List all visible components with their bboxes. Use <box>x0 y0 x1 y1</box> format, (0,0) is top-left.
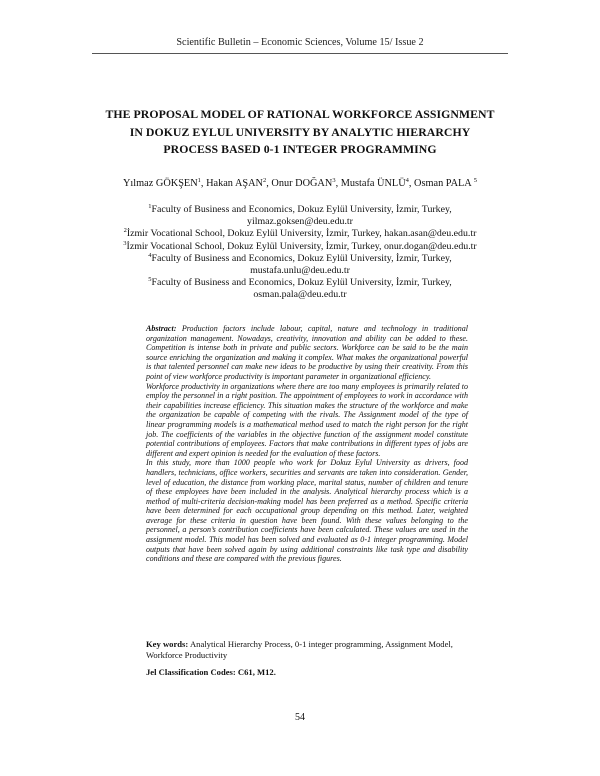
author-sup: 2 <box>262 177 267 184</box>
header-rule <box>92 53 508 54</box>
title-line: PROCESS BASED 0-1 INTEGER PROGRAMMING <box>163 142 437 156</box>
affiliation-sup: 2 <box>123 227 127 235</box>
jel-label: Jel Classification Codes: <box>146 667 236 677</box>
author-sup: 3 <box>332 177 336 184</box>
affiliation-list <box>100 204 500 302</box>
affiliation-line: $^5$Faculty of Business and Economics, Dokuz Eylül University, İzmir, Turkey, <box>148 276 452 289</box>
page-number: 54 <box>295 712 305 723</box>
affiliation-line: $^2$İzmir Vocational School, Dokuz Eylül University, İzmir, Turkey, hakan.asan@deu.edu.tr <box>123 227 477 240</box>
affiliation-sup: 5 <box>148 276 152 284</box>
affiliation-email: yilmaz.goksen@deu.edu.tr <box>247 216 353 228</box>
keywords-text: Analytical Hierarchy Process, 0-1 integer programming, Assignment Model, Workforce Productivity <box>146 639 453 660</box>
abstract-paragraph: Workforce productivity in organizations where there are too many employees is primarily related to employ the personnel in a right position. The appointment of employees to work in accordance with their capabilities increase efficiency. This situation makes the structure of the workforce and make the organization be capable of competing with the rivals. The Assignment model of the type of linear programming models is a mathematical method used to match the right person for the right job. The coefficients of the variables in the objective function of the assignment model constitute potential contributions of employees. Factors that make contributions in different types of jobs are different and expert opinion is needed for the evaluation of these factors. <box>146 381 468 458</box>
affiliation-line: $^1$Faculty of Business and Economics, Dokuz Eylül University, İzmir, Turkey, <box>148 203 452 215</box>
affiliation-sup: 3 <box>123 239 127 247</box>
abstract-paragraph: Abstract: Production factors include labour, capital, nature and technology in traditional organization management. Nowadays, creativity, innovation and ability can be added to these. Competition is intense both in private and public sectors. Workforce can be said to be the main source enriching the organization and making it complex. What makes the organizational powerful is that talented personnel can make new ideas to be productive by using their creativity. From this point of view workforce productivity is important parameter in organizational efficiency. <box>146 324 469 381</box>
keywords-label: Key words: <box>146 639 189 649</box>
jel-codes <box>146 667 468 677</box>
affiliation-sup: 4 <box>148 251 152 259</box>
title-line: THE PROPOSAL MODEL OF RATIONAL WORKFORCE ASSIGNMENT <box>105 107 495 121</box>
running-header: Scientific Bulletin – Economic Sciences, Volume 15/ Issue 2 <box>176 37 424 48</box>
abstract-label: Abstract: <box>146 324 177 333</box>
affiliation-email: osman.pala@deu.edu.tr <box>253 289 347 301</box>
abstract <box>146 324 468 564</box>
abstract-paragraph: In this study, more than 1000 people who work for Dokuz Eylul University as drivers, food handlers, technicians, office workers, securities and servants are taken into consideration. Gender, level of education, the distance from working place, marital status, number of children and tenure of these employees have been included in the analysis. Analytical hierarchy process which is a method of multi-criteria decision-making model has been preferred as a method. Specific criteria have been determined for each occupational group depending on this method. Later, weighted average for these criteria in question have been found. With these values belonging to the personnel, a person’s contribution coefficients have been calculated. These values are used in the assignment model. This model has been solved and evaluated as 0-1 integer programming. Model outputs that have been solved again by using additional constraints like task type and disability conditions and these are compared with the previous figures. <box>146 458 468 564</box>
author-name: Osman PALA <box>414 178 472 189</box>
author-name: Hakan AŞAN <box>206 178 263 189</box>
keywords <box>146 639 468 661</box>
title-line: IN DOKUZ EYLUL UNIVERSITY BY ANALYTIC HIERARCHY <box>129 124 471 139</box>
affiliation-line: $^3$İzmir Vocational School, Dokuz Eylül University, İzmir, Turkey, onur.dogan@deu.edu.tr <box>123 239 477 252</box>
author-sup: 4 <box>405 177 409 184</box>
author-name: Mustafa ÜNLÜ <box>340 178 406 189</box>
author-name: Yılmaz GÖKŞEN <box>123 178 198 189</box>
author-sup: 1 <box>197 177 201 184</box>
author-list: Yılmaz GÖKŞEN$^1$, Hakan AŞAN$^2$, Onur DOĞAN$^3$, Mustafa ÜNLÜ$^4$, Osman PALA $^5$ <box>123 177 477 189</box>
affiliation-email: mustafa.unlu@deu.edu.tr <box>250 265 350 277</box>
author-sup: 5 <box>473 177 477 184</box>
affiliation-sup: 1 <box>148 203 152 210</box>
affiliation-line: $^4$Faculty of Business and Economics, Dokuz Eylül University, İzmir, Turkey, <box>148 251 452 264</box>
paper-title <box>80 106 520 159</box>
jel-values: C61, M12. <box>237 667 276 677</box>
author-name: Onur DOĞAN <box>271 178 333 189</box>
